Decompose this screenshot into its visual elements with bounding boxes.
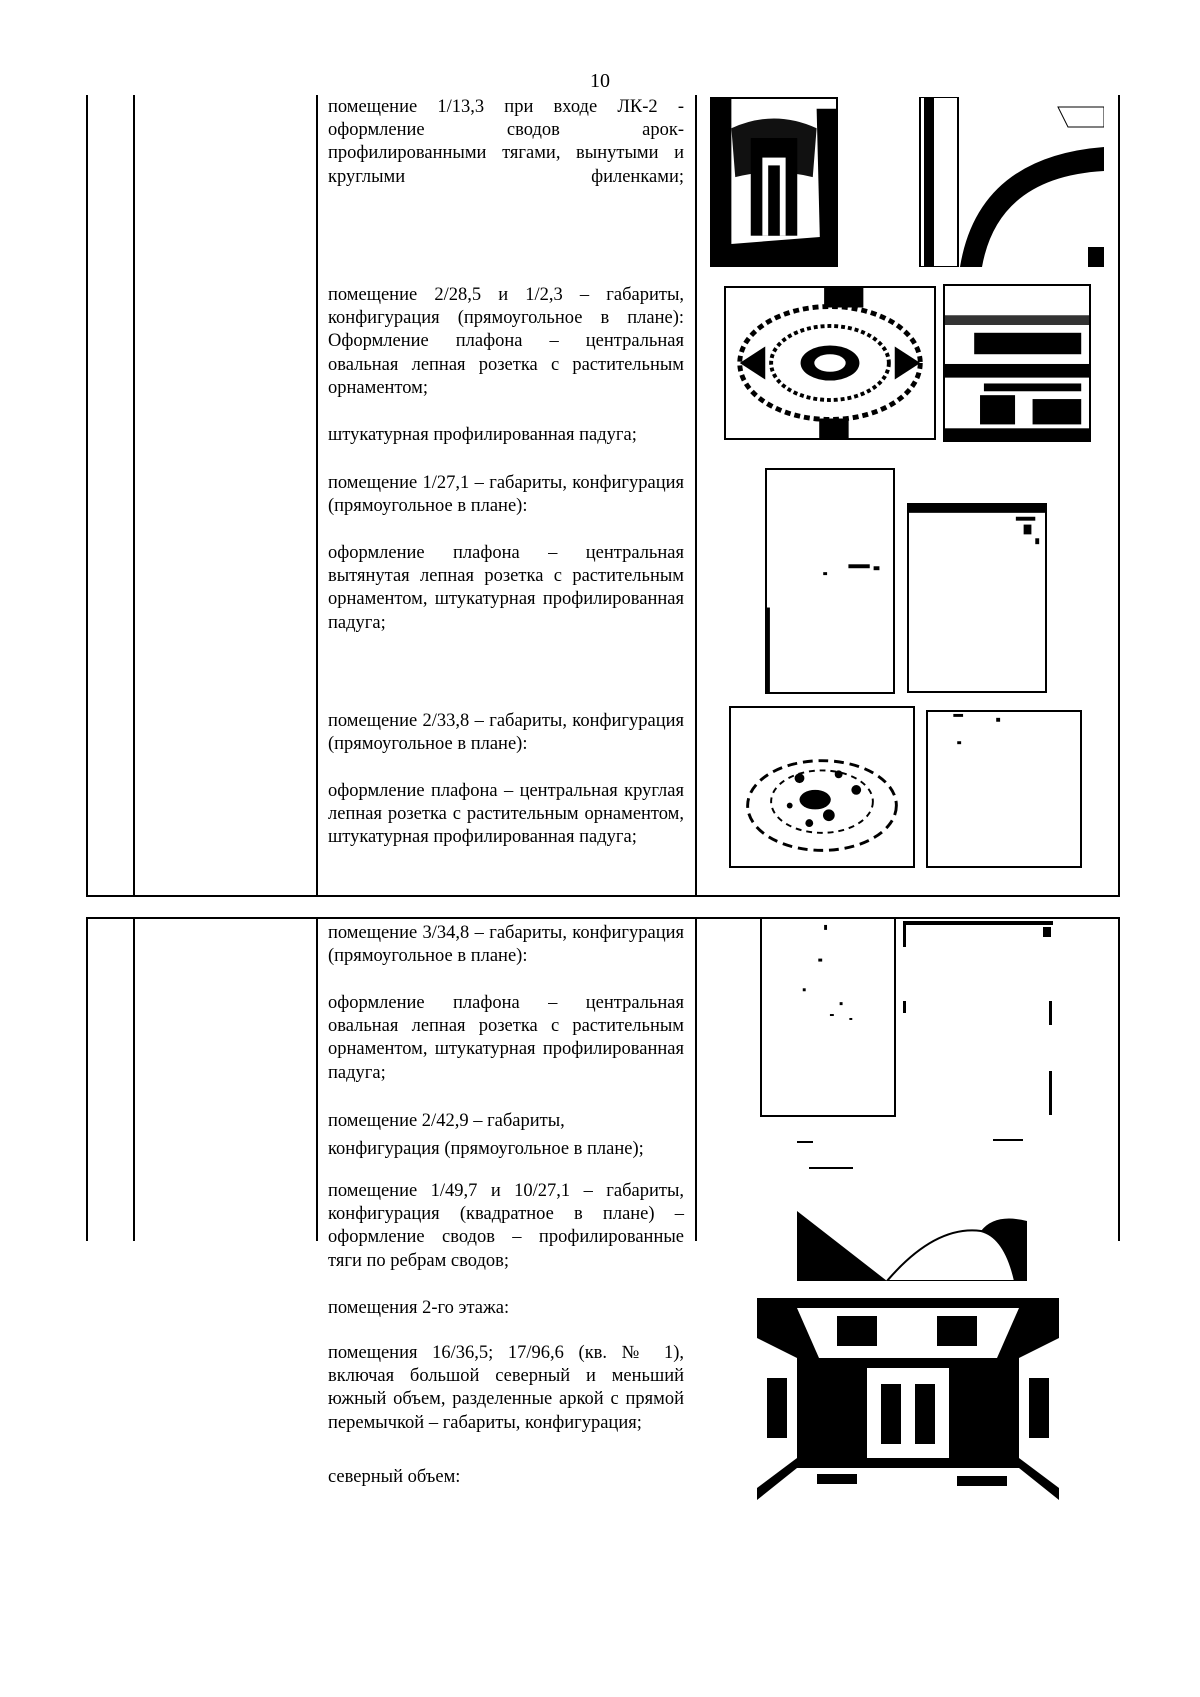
photo-round-rosette (729, 706, 915, 868)
photo-ceiling-elongated-rosette (765, 468, 895, 694)
table-2-col-rule-3 (316, 917, 318, 1241)
photo-oval-rosette (724, 286, 936, 440)
photo-cornice-detail (943, 284, 1091, 442)
table-2-paragraph-7: помещения 16/36,5; 17/96,6 (кв. № 1), включая большой северный и меньший южный объем, разделенные аркой с прямой перемычкой – габариты, конфигурация; (328, 1343, 684, 1433)
table-1-col-rule-3 (316, 95, 318, 897)
table-1-col-rule-2 (133, 95, 135, 897)
table-2-paragraph-8: северный объем: (328, 1467, 461, 1487)
photo-ceiling-room-1-27 (907, 503, 1047, 693)
table-2-paragraph-2: оформление плафона – центральная овальная лепная розетка с растительным орнаментом, штукатурная профилированная падуга; (328, 993, 684, 1083)
table-1-col-rule-4 (695, 95, 697, 897)
table-1-paragraph-3: штукатурная профилированная падуга; (328, 425, 637, 445)
table-2-paragraph-1: помещение 3/34,8 – габариты, конфигурация (прямоугольное в плане): (328, 923, 684, 967)
table-1-paragraph-4: помещение 1/27,1 – габариты, конфигурация (прямоугольное в плане): (328, 473, 684, 517)
table-2-paragraph-5: помещение 1/49,7 и 10/27,1 – габариты, конфигурация (квадратное в плане) – оформление сводов – профилированные тяги по ребрам сводов; (328, 1181, 684, 1271)
table-1-paragraph-6: помещение 2/33,8 – габариты, конфигурация (прямоугольное в плане): (328, 711, 684, 755)
table-1-col-rule-5 (1118, 95, 1120, 897)
photo-vault-entrance (710, 97, 838, 267)
table-2-paragraph-4: конфигурация (прямоугольное в плане); (328, 1139, 644, 1159)
table-2-col-rule-2 (133, 917, 135, 1241)
table-1-paragraph-7: оформление плафона – центральная круглая лепная розетка с растительным орнаментом, штукатурная профилированная падуга; (328, 781, 684, 848)
table-2-paragraph-6: помещения 2-го этажа: (328, 1298, 510, 1318)
photo-second-floor-interior (757, 1298, 1059, 1500)
photo-vault-ribs (795, 1133, 1027, 1281)
page-number: 10 (590, 70, 610, 92)
table-2-top-rule (86, 917, 1120, 919)
table-2-col-rule-5 (1118, 917, 1120, 1241)
table-1-bottom-rule (86, 895, 1120, 897)
table-1-paragraph-5: оформление плафона – центральная вытянутая лепная розетка с растительным орнаментом, штукатурная профилированная падуга; (328, 543, 684, 633)
table-2-col-rule-1 (86, 917, 88, 1241)
table-1-col-rule-1 (86, 95, 88, 897)
photo-ceiling-room-2-33 (926, 710, 1082, 868)
photo-ceiling-room-2-42 (903, 921, 1053, 1117)
table-1-paragraph-1: помещение 1/13,3 при входе ЛК-2 - оформление сводов арок-профилированными тягами, вынутыми и круглыми филенками; (328, 97, 684, 187)
table-2-col-rule-4 (695, 917, 697, 1241)
table-1-paragraph-2: помещение 2/28,5 и 1/2,3 – габариты, конфигурация (прямоугольное в плане): Оформление плафона – центральная овальная лепная розетка с растительным орнаментом; (328, 285, 684, 398)
photo-vault-arch (898, 97, 1104, 267)
photo-ceiling-room-3-34 (760, 919, 896, 1117)
table-2-paragraph-3: помещение 2/42,9 – габариты, (328, 1111, 565, 1131)
